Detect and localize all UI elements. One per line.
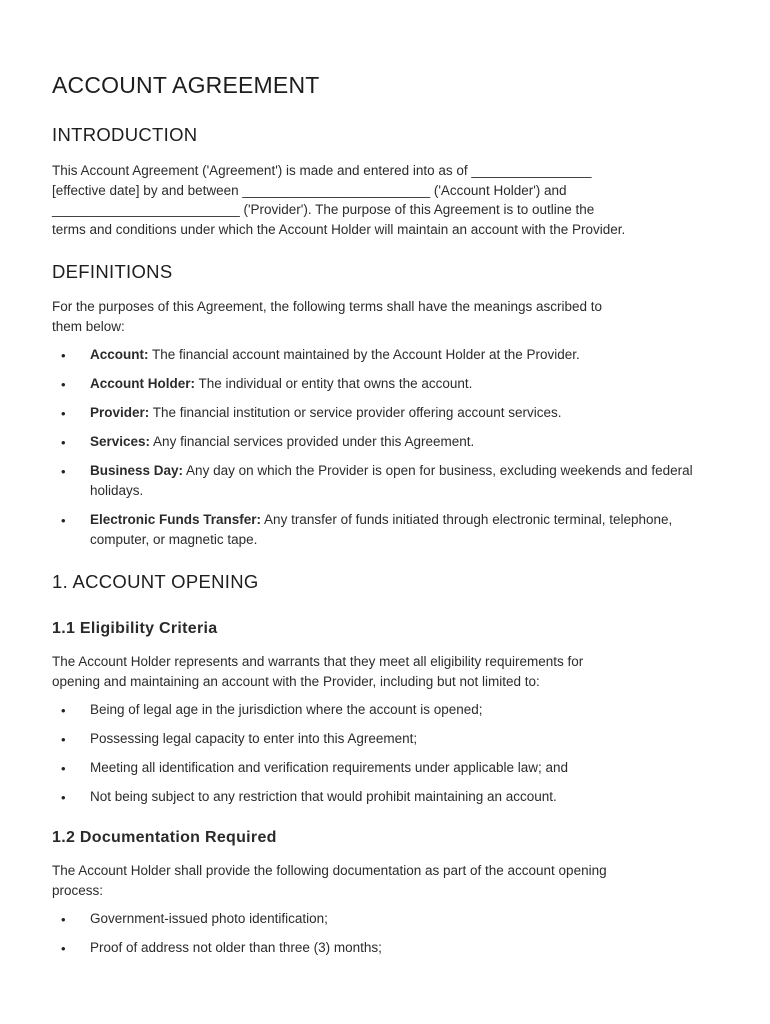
definition-description: The individual or entity that owns the account.: [195, 376, 473, 391]
introduction-line: terms and conditions under which the Account Holder will maintain an account with the Provider.: [52, 221, 626, 237]
list-item-text: Possessing legal capacity to enter into this Agreement;: [90, 731, 418, 746]
definition-term: Account:: [90, 347, 149, 362]
bullet-icon: •: [61, 513, 66, 528]
list-item-text: Meeting all identification and verification requirements under applicable law; and: [90, 760, 569, 775]
definition-term: Account Holder:: [90, 376, 196, 391]
definitions-heading: DEFINITIONS: [52, 261, 173, 282]
definition-text: [90, 374, 720, 394]
bullet-icon: •: [61, 761, 66, 776]
definition-description: The financial account maintained by the Account Holder at the Provider.: [148, 347, 580, 362]
eligibility-intro-line: opening and maintaining an account with the Provider, including but not limited to:: [52, 673, 540, 689]
list-item-text: Government-issued photo identification;: [90, 911, 328, 926]
document-title: ACCOUNT AGREEMENT: [52, 72, 320, 98]
definition-term: Electronic Funds Transfer:: [90, 512, 262, 527]
definition-term: Provider:: [90, 405, 150, 420]
definition-text: [90, 345, 720, 365]
bullet-icon: •: [61, 732, 66, 747]
definitions-intro-line: For the purposes of this Agreement, the following terms shall have the meanings ascribed to: [52, 299, 603, 314]
definitions-intro-line: them below:: [52, 318, 125, 334]
bullet-icon: •: [61, 703, 66, 718]
list-item-text: Proof of address not older than three (3) months;: [90, 940, 382, 955]
definition-term: Business Day:: [90, 463, 184, 478]
documentation-intro-line: The Account Holder shall provide the following documentation as part of the account opening: [52, 863, 607, 878]
list-item-text: Being of legal age in the jurisdiction where the account is opened;: [90, 702, 483, 717]
bullet-icon: •: [61, 377, 66, 392]
definition-description: Any financial services provided under this Agreement.: [150, 434, 475, 449]
definition-text: [90, 432, 720, 452]
bullet-icon: •: [61, 406, 66, 421]
definition-text: [90, 510, 720, 549]
bullet-icon: •: [61, 912, 66, 927]
definition-term: Services:: [90, 434, 151, 449]
definition-text: [90, 461, 720, 500]
section-1-1-heading: 1.1 Eligibility Criteria: [52, 620, 218, 637]
introduction-heading: INTRODUCTION: [52, 124, 198, 145]
introduction-line: [effective date] by and between _________________________ ('Account Holder') and: [52, 182, 567, 198]
definition-description: The financial institution or service provider offering account services.: [149, 405, 562, 420]
introduction-line: This Account Agreement ('Agreement') is made and entered into as of ________________: [52, 163, 592, 178]
definition-description: Any transfer of funds initiated through electronic terminal, telephone, computer, or magnetic tape.: [90, 512, 673, 547]
documentation-intro-line: process:: [52, 882, 104, 898]
definitions-intro: [52, 297, 722, 336]
bullet-icon: •: [61, 941, 66, 956]
bullet-icon: •: [61, 464, 66, 479]
eligibility-intro: [52, 652, 722, 691]
section-1-2-heading: 1.2 Documentation Required: [52, 829, 277, 846]
bullet-icon: •: [61, 435, 66, 450]
section-1-heading: 1. ACCOUNT OPENING: [52, 571, 259, 592]
documentation-intro: [52, 861, 722, 900]
bullet-icon: •: [61, 348, 66, 363]
introduction-line: _________________________ ('Provider'). The purpose of this Agreement is to outline the: [52, 202, 595, 217]
bullet-icon: •: [61, 790, 66, 805]
definition-text: [90, 403, 720, 423]
introduction-paragraph: [52, 161, 722, 239]
list-item-text: Not being subject to any restriction that would prohibit maintaining an account.: [90, 789, 557, 804]
eligibility-intro-line: The Account Holder represents and warrants that they meet all eligibility requirements for: [52, 654, 584, 669]
definition-description: Any day on which the Provider is open for business, excluding weekends and federal holidays.: [90, 463, 693, 498]
